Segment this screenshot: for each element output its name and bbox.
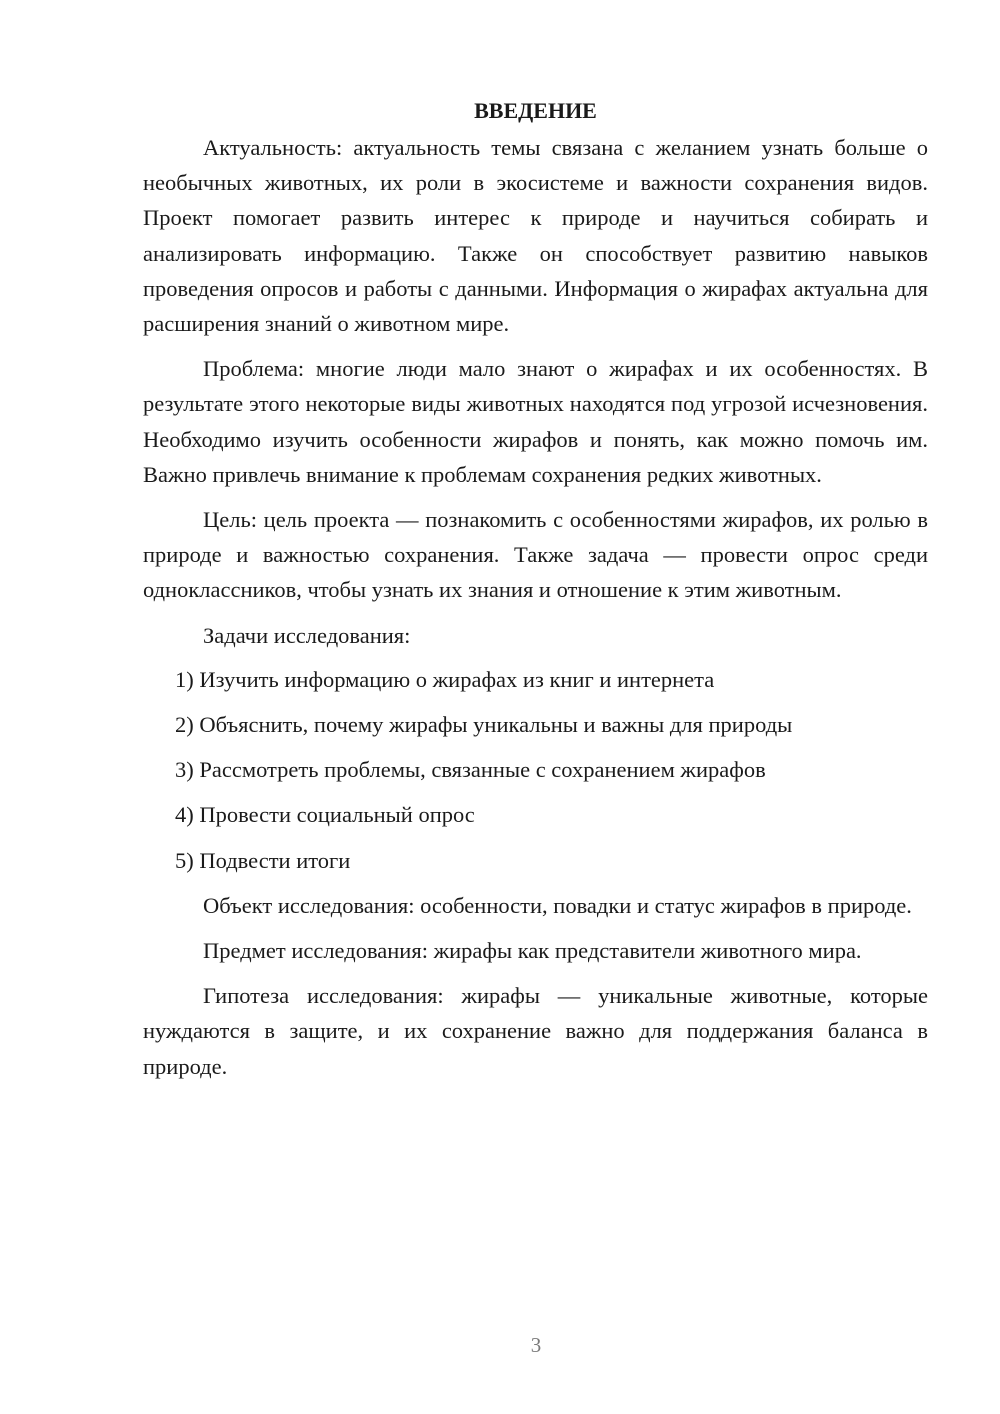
page-number: 3 xyxy=(530,1333,542,1357)
list-item: 3) Рассмотреть проблемы, связанные с сохранением жирафов xyxy=(175,757,766,783)
problem-paragraph: Проблема: многие люди мало знают о жирафах и их особенностях. В результате этого некоторые виды животных находятся под угрозой исчезновения. Необходимо изучить особенности жирафов и понять, как можно помочь им. Важно привлечь внимание к проблемам сохранения редких животных. xyxy=(143,356,928,487)
tasks-heading: Задачи исследования: xyxy=(203,622,411,648)
object-paragraph: Объект исследования: особенности, повадки и статус жирафов в природе. xyxy=(203,892,912,918)
list-item: 5) Подвести итоги xyxy=(175,847,351,873)
document-page xyxy=(143,96,928,1094)
tasks-list xyxy=(143,662,928,878)
relevance-paragraph: Актуальность: актуальность темы связана с желанием узнать больше о необычных животных, их роли в экосистеме и важности сохранения видов. Проект помогает развить интерес к природе и научиться собирать и анализировать информацию. Также он способствует развитию навыков проведения опросов и работы с данными. Информация о жирафах актуальна для расширения знаний о животном мире. xyxy=(143,135,928,337)
hypothesis-paragraph: Гипотеза исследования: жирафы — уникальные животные, которые нуждаются в защите, и их сохранение важно для поддержания баланса в природе. xyxy=(143,983,928,1079)
goal-paragraph: Цель: цель проекта — познакомить с особенностями жирафов, их ролью в природе и важностью сохранения. Также задача — провести опрос среди одноклассников, чтобы узнать их знания и отношение к этим животным. xyxy=(143,507,928,603)
page-title: ВВЕДЕНИЕ xyxy=(474,98,597,123)
list-item: 1) Изучить информацию о жирафах из книг и интернета xyxy=(175,666,715,692)
subject-paragraph: Предмет исследования: жирафы как представители животного мира. xyxy=(203,938,862,964)
list-item: 2) Объяснить, почему жирафы уникальны и важны для природы xyxy=(175,712,793,738)
list-item: 4) Провести социальный опрос xyxy=(175,802,475,828)
